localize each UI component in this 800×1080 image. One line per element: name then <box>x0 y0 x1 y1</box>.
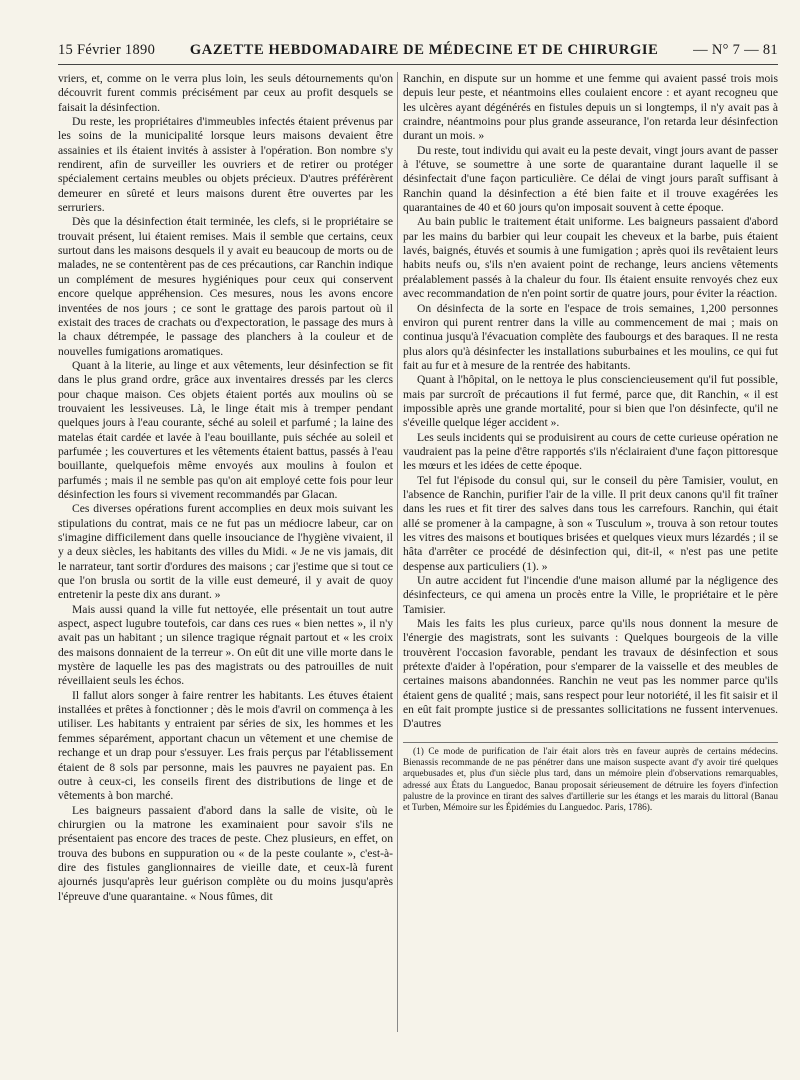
footnote <box>403 742 778 815</box>
paragraph: Ces diverses opérations furent accomplies en deux mois suivant les stipulations du contrat, mais ce ne fut pas un médiocre labeur, car on s'imagine difficilement dans quelle insouciance de l'hygiène vivaient, il y a deux siècles, les habitants des villes du Midi. « Je ne vis jamais, dit le narrateur, tant sortir d'ordures des maisons ; car j'estime que si tout ce que l'on brusla ou sortit de la ville eust demeuré, il y avait de quoy entretenir la peste dix ans durant. » <box>58 502 393 602</box>
footnote-text: (1) Ce mode de purification de l'air était alors très en faveur auprès de certains médecins. Bienassis recommande de ne pas pénétrer dans une maison suspecte avant d'y avoir tiré quelques arquebusades et, plus d'un siècle plus tard, dans un mémoire plein d'observations remarquables, adressé aux États du Languedoc, Banau proposait sérieusement de détruire les foyers d'infection palustre de la province en tirant des salves d'artillerie sur les étangs et les marais du littoral (Banau et Turben, Mémoire sur les Épidémies du Languedoc. Paris, 1786). <box>403 746 778 814</box>
issue-number-page: — N° 7 — 81 <box>693 42 778 58</box>
left-column <box>58 72 393 904</box>
paragraph: Du reste, tout individu qui avait eu la peste devait, vingt jours avant de passer à l'étuve, se soumettre à une sorte de quarantaine durant laquelle il se désinfectait d'une façon particulière. Ce délai de vingt jours paraît suffisant à Ranchin quand la désinfection a été bien faite et il trouve exagérées les quarantaines de 40 et 60 jours qu'on imposait souvent à cette époque. <box>403 143 778 215</box>
paragraph: On désinfecta de la sorte en l'espace de trois semaines, 1,200 personnes environ qui purent rentrer dans la ville au commencement de mai ; mais on continua jusqu'à l'évacuation complète des faubourgs et des baraques. Il ne resta plus alors qu'à désinfecter les installations suburbaines et les moulins, ce qui fut fait au fur et à mesure de la rentrée des habitants. <box>403 301 778 372</box>
paragraph: Ranchin, en dispute sur un homme et une femme qui avaient passé trois mois depuis leur peste, et néantmoins elles coulaient encore : et ayant recogneu que les ulcères ayant dégénérés en fistules depuis un si longtemps, il n'y avait pas à craindre, néantmoins pour plus grande asseurance, l'on retarda leur désinfection durant un mois. » <box>403 72 778 143</box>
right-column <box>403 72 778 815</box>
paragraph: Les seuls incidents qui se produisirent au cours de cette curieuse opération ne vaudraient pas la peine d'être rapportés s'ils n'éclairaient d'une façon pittoresque les mœurs et les idées de cette époque. <box>403 430 778 473</box>
paragraph: Un autre accident fut l'incendie d'une maison allumé par la négligence des désinfecteurs, ce qui amena un procès entre la Ville, le propriétaire et le père Tamisier. <box>403 574 778 616</box>
paragraph: Les baigneurs passaient d'abord dans la salle de visite, où le chirurgien ou la matrone les examinaient pour savoir s'ils ne présentaient pas encore des traces de peste. Chez plusieurs, en effet, on trouva des bubons en suppuration ou « de la peste coulante », c'est-à-dire des fistules ganglionnaires de vieille date, et ceux-là furent ajournés jusqu'après leur guérison complète ou du moins jusqu'après l'épreuve d'une quarantaine. « Nous fûmes, dit <box>58 803 393 903</box>
paragraph: Quant à l'hôpital, on le nettoya le plus consciencieusement qu'il fut possible, mais par surcroît de précautions il fut fermé, parce que, dit Ranchin, « il est impossible après une grande mortalité, pour si bien que l'on désinfecte, qu'il ne s'éveille quelque léger accident ». <box>403 373 778 430</box>
paragraph: Mais les faits les plus curieux, parce qu'ils nous donnent la mesure de l'énergie des magistrats, sont les suivants : Quelques bourgeois de la ville trouvèrent l'occasion favorable, pendant les travaux de désinfection et sous prétexte d'aider à l'opération, pour s'emparer de la vaisselle et des meubles de certaines maisons abandonnées. Ranchin ne veut pas les nommer parce qu'ils étaient gens de qualité ; mais, sans respect pour leur notoriété, il les fit saisir et il en eût fait prompte justice si de pressantes sollicitations ne fussent intervenues. D'autres <box>403 617 778 731</box>
paragraph: Mais aussi quand la ville fut nettoyée, elle présentait un tout autre aspect, aspect lugubre toutefois, car dans ces rues « bien nettes », il n'y avait pas un habitant ; un silence tragique régnait partout et « les croix des maisons donnaient de la terreur ». On eût dit une ville morte dans le mystère de laquelle les pas des magistrats ou des patrouilles de nuit réveillaient seuls les échos. <box>58 602 393 688</box>
paragraph: Tel fut l'épisode du consul qui, sur le conseil du père Tamisier, voulut, en l'absence de Ranchin, purifier l'air de la ville. Il prit deux canons qu'il fit traîner dans les rues et fit tirer des salves dans tous les carrefours. Ranchin, qui était allé se promener à la campagne, à son « Tusculum », trouva à son retour toutes les vitres des maisons et boutiques brisées et quelques vieux murs lézardés ; il se hâta d'arrêter ce procédé de désinfection qui, dit-il, « n'est pas une petite despense aux particuliers (1). » <box>403 473 778 573</box>
paragraph: Du reste, les propriétaires d'immeubles infectés étaient prévenus par les soins de la municipalité lorsque leurs maisons devaient être assainies et ils étaient invités à assister à l'opération. Bon nombre s'y rendirent, afin de surveiller les ouvriers et de retirer ou protéger spécialement certains meubles ou objets précieux. D'autres préférèrent demeurer en sûreté et leurs maisons durent être ouvertes par les serruriers. <box>58 115 393 215</box>
issue-date: 15 Février 1890 <box>58 42 156 58</box>
paragraph: Quant à la literie, au linge et aux vêtements, leur désinfection se fit dans le plus grand ordre, grâce aux inventaires dressés par les clercs pour chaque maison. Ces objets étaient portés aux moulins où se trouvaient les lessiveuses. Là, le linge était mis à tremper pendant quelques jours à l'eau courante, séché au soleil et parfumé ; la laine des matelas était cardée et lavée à l'eau bouillante, puis séchée au soleil et parfumée ; les couvertures et les vêtements étaient battus, passés à l'eau bouillante, quelquefois même envoyés aux moulins à foulon et parfumés ; mais il ne semble pas qu'on ait employé cette fois pour leur désinfection les fours si vivement recommandés par Glacan. <box>58 358 393 501</box>
running-head <box>58 42 778 65</box>
paragraph: Il fallut alors songer à faire rentrer les habitants. Les étuves étaient installées et prêtes à fonctionner ; dès le mois d'avril on commença à les utiliser. Les habitants y entraient par séries de six, les hommes et les femmes séparément, apportant chacun un vêtement et une chemise de rechange et un drap pour s'essuyer. Les frais perçus par l'établissement étaient de 8 sols par personne, mais les pauvres ne payaient pas. En outre à ceux-ci, les conseils firent des distributions de linge et de vêtements à bon marché. <box>58 688 393 803</box>
paragraph: vriers, et, comme on le verra plus loin, les seuls détournements qu'on découvrit furent commis précisément par ceux au profit desquels se faisait la désinfection. <box>58 72 393 114</box>
journal-title: GAZETTE HEBDOMADAIRE DE MÉDECINE ET DE CHIRURGIE <box>189 42 659 58</box>
paragraph: Dès que la désinfection était terminée, les clefs, si le propriétaire se trouvait présent, lui étaient remises. Mais il semble que certains, ceux surtout dans les maisons desquels il y avait eu beaucoup de morts ou de malades, ne se contentèrent pas de ces précautions, car Ranchin indique un complément de mesures hygiéniques pour ceux qui conservent encore quelque appréhension. Ces mesures, nous les avons encore inventées de nos jours ; ce sont le grattage des parois partout où il existait des traces de crachats ou d'expectoration, le passage des murs à la chaux détrempée, le passage des planchers à la couleur et de nouvelles fumigations aromatiques. <box>58 215 393 358</box>
paragraph: Au bain public le traitement était uniforme. Les baigneurs passaient d'abord par les mains du barbier qui leur coupait les cheveux et la barbe, puis étaient lavés, baignés, étuvés et soumis à une fumigation ; après quoi ils revêtaient leurs habits neufs ou, s'ils n'en avaient point de rechange, leurs anciens vêtements préalablement passés à la chaleur du four. Ils étaient ensuite renvoyés chez eux avec recommandation de n'en point sortir de quatre jours, pour éviter la réaction. <box>403 215 778 301</box>
column-divider <box>397 72 398 1032</box>
